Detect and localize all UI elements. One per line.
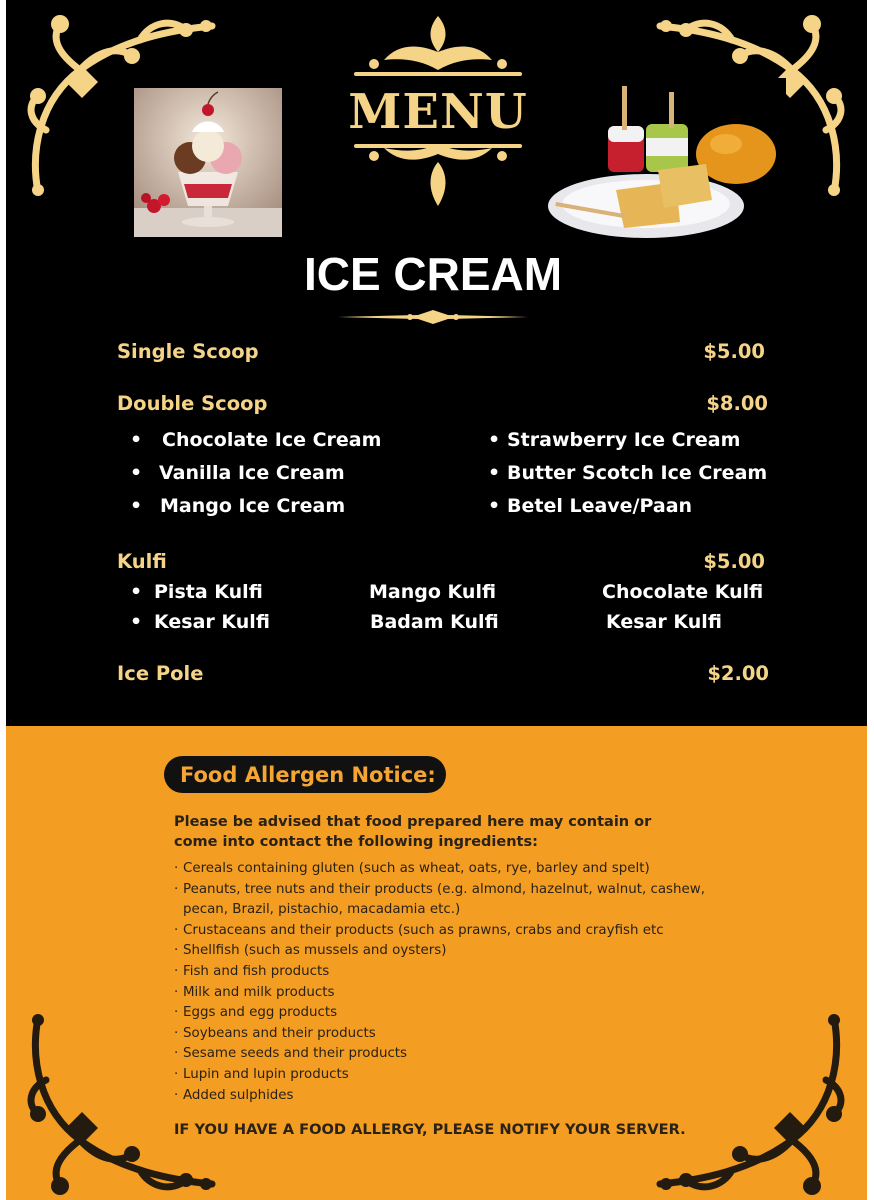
menu-card — [6, 0, 867, 1200]
flavor-item: Mango Ice Cream — [160, 495, 346, 517]
list-item: · Lupin and lupin products — [174, 1066, 349, 1082]
allergen-title: Food Allergen Notice: — [180, 763, 436, 787]
item-name-double-scoop: Double Scoop — [117, 392, 268, 415]
kulfi-item: Chocolate Kulfi — [602, 581, 764, 603]
section-title: ICE CREAM — [303, 248, 563, 300]
divider-ornament-icon — [338, 308, 528, 326]
kulfi-item: Mango Kulfi — [369, 581, 497, 603]
bullet-icon: • — [130, 429, 143, 451]
ingredient-list — [174, 859, 734, 1106]
bullet-icon: • — [488, 429, 501, 451]
list-item: · Shellfish (such as mussels and oysters) — [174, 943, 447, 959]
item-name-kulfi: Kulfi — [117, 550, 167, 573]
flavor-item: Chocolate Ice Cream — [162, 429, 382, 451]
item-name-single-scoop: Single Scoop — [117, 340, 259, 363]
item-price-ice-pole: $2.00 — [707, 662, 769, 685]
list-item: · Eggs and egg products — [174, 1005, 338, 1021]
bullet-icon: • — [488, 495, 501, 517]
allergy-notice: IF YOU HAVE A FOOD ALLERGY, PLEASE NOTIFY YOUR SERVER. — [174, 1121, 686, 1138]
item-price-single-scoop: $5.00 — [703, 340, 765, 363]
menu-heading: MENU — [348, 84, 528, 140]
kulfi-item: Pista Kulfi — [154, 581, 263, 603]
sundae-photo — [134, 88, 282, 237]
bullet-icon: • — [488, 462, 501, 484]
flavor-item: Vanilla Ice Cream — [159, 462, 345, 484]
list-item: · Added sulphides — [174, 1087, 294, 1103]
kulfi-item: Badam Kulfi — [370, 611, 499, 633]
bullet-icon: • — [130, 611, 143, 633]
list-item: · Sesame seeds and their products — [174, 1046, 408, 1062]
list-item: · Fish and fish products — [174, 963, 330, 979]
list-item: · Milk and milk products — [174, 984, 335, 1000]
list-item: · Peanuts, tree nuts and their products (e.g. almond, hazelnut, walnut, cashew, pecan, Brazil, pistachio, macadamia etc.) — [174, 881, 705, 918]
list-item: · Cereals containing gluten (such as wheat, oats, rye, barley and spelt) — [174, 861, 650, 876]
item-name-ice-pole: Ice Pole — [117, 662, 204, 685]
list-item: · Crustaceans and their products (such as prawns, crabs and crayfish etc — [174, 922, 664, 938]
item-price-double-scoop: $8.00 — [706, 392, 768, 415]
bullet-icon: • — [130, 581, 143, 603]
list-item: · Soybeans and their products — [174, 1025, 376, 1041]
bullet-icon: • — [130, 495, 143, 517]
flavor-item: Betel Leave/Paan — [507, 495, 693, 517]
item-price-kulfi: $5.00 — [703, 550, 765, 573]
bullet-icon: • — [130, 462, 143, 484]
kulfi-photo — [546, 78, 786, 243]
allergen-intro: Please be advised that food prepared here may contain or come into contact the following ingredients: — [174, 814, 652, 850]
kulfi-item: Kesar Kulfi — [154, 611, 270, 633]
menu-top-panel — [6, 0, 867, 726]
flavor-item: Butter Scotch Ice Cream — [507, 462, 768, 484]
flavor-item: Strawberry Ice Cream — [507, 429, 741, 451]
kulfi-item: Kesar Kulfi — [606, 611, 722, 633]
